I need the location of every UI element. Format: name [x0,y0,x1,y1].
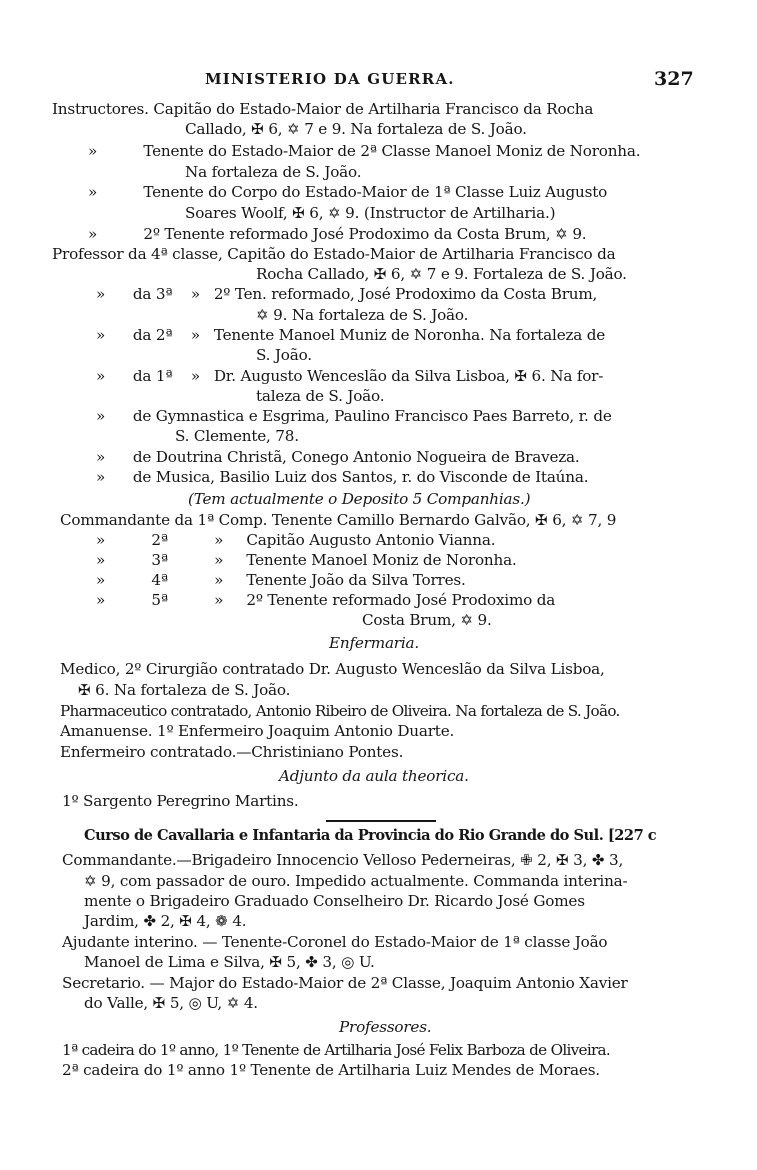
text-line: Costa Brum, ✡ 9. [362,611,492,629]
text-line: ✡ 9. Na fortaleza de S. João. [256,306,469,324]
text-line: Commandante da 1ª Comp. Tenente Camillo Bernardo Galvão, ✠ 6, ✡ 7, 9 [60,511,617,529]
text-line: Callado, ✠ 6, ✡ 7 e 9. Na fortaleza de S. João. [185,120,527,138]
text-line: ✠ 6. Na fortaleza de S. João. [78,681,291,699]
text-line: S. João. [256,346,312,364]
text-line: Pharmaceutico contratado, Antonio Ribeiro de Oliveira. Na fortaleza de S. João. [60,702,620,720]
text-line: do Valle, ✠ 5, ◎ U, ✡ 4. [84,994,258,1012]
text-line: » de Gymnastica e Esgrima, Paulino Francisco Paes Barreto, r. de [96,407,612,425]
text-line: Soares Woolf, ✠ 6, ✡ 9. (Instructor de Artilharia.) [185,204,556,222]
text-line: Ajudante interino. — Tenente-Coronel do Estado-Maior de 1ª classe João [62,933,608,951]
text-line: ✡ 9, com passador de ouro. Impedido actualmente. Commanda interina- [84,872,628,890]
text-line: Instructores. Capitão do Estado-Maior de Artilharia Francisco da Rocha [52,100,594,118]
text-line: Rocha Callado, ✠ 6, ✡ 7 e 9. Fortaleza de S. João. [256,265,627,283]
text-line: S. Clemente, 78. [175,427,299,445]
text-line: » Tenente do Corpo do Estado-Maior de 1ª Classe Luiz Augusto [88,183,608,201]
text-line: Commandante.—Brigadeiro Innocencio Velloso Pederneiras, ✙ 2, ✠ 3, ✤ 3, [62,851,624,869]
text-line: » de Musica, Basilio Luiz dos Santos, r. do Visconde de Itaúna. [96,468,589,486]
text-line: Secretario. — Major do Estado-Maior de 2ª Classe, Joaquim Antonio Xavier [62,974,628,992]
section-heading-professores: Professores. [339,1018,432,1036]
text-line: Amanuense. 1º Enfermeiro Joaquim Antonio Duarte. [60,722,455,740]
page-number: 327 [654,68,694,90]
text-line: » 3ª » Tenente Manoel Moniz de Noronha. [96,551,517,569]
section-heading-adjunto: Adjunto da aula theorica. [279,767,469,785]
text-line: 2ª cadeira do 1º anno 1º Tenente de Artilharia Luiz Mendes de Moraes. [62,1061,600,1079]
text-line: Jardim, ✤ 2, ✠ 4, ❁ 4. [84,912,247,930]
course-heading: Curso de Cavallaria e Infantaria da Provincia do Rio Grande do Sul. [227 c [84,827,657,844]
running-header-title: MINISTERIO DA GUERRA. [205,70,455,88]
text-line: Na fortaleza de S. João. [185,163,362,181]
text-line: Manoel de Lima e Silva, ✠ 5, ✤ 3, ◎ U. [84,953,375,971]
text-line: » da 3ª » 2º Ten. reformado, José Prodoximo da Costa Brum, [96,285,598,303]
text-line: 1ª cadeira do 1º anno, 1º Tenente de Artilharia José Felix Barboza de Oliveira. [62,1041,611,1059]
section-note: (Tem actualmente o Deposito 5 Companhias.) [188,490,531,508]
section-heading-enfermaria: Enfermaria. [329,634,419,652]
text-line: Professor da 4ª classe, Capitão do Estado-Maior de Artilharia Francisco da [52,245,616,263]
text-line: taleza de S. João. [256,387,385,405]
text-line: » de Doutrina Christã, Conego Antonio Nogueira de Braveza. [96,448,580,466]
section-divider [326,820,436,822]
text-line: Medico, 2º Cirurgião contratado Dr. Augusto Wenceslão da Silva Lisboa, [60,660,605,678]
text-line: Enfermeiro contratado.—Christiniano Pontes. [60,743,404,761]
text-line: » Tenente do Estado-Maior de 2ª Classe Manoel Moniz de Noronha. [88,142,641,160]
text-line: » 2ª » Capitão Augusto Antonio Vianna. [96,531,496,549]
text-line: 1º Sargento Peregrino Martins. [62,792,299,810]
text-line: » 2º Tenente reformado José Prodoximo da Costa Brum, ✡ 9. [88,225,587,243]
text-line: » 5ª » 2º Tenente reformado José Prodoximo da [96,591,556,609]
text-line: » 4ª » Tenente João da Silva Torres. [96,571,466,589]
text-line: » da 1ª » Dr. Augusto Wenceslão da Silva Lisboa, ✠ 6. Na for- [96,367,604,385]
text-line: » da 2ª » Tenente Manoel Muniz de Noronha. Na fortaleza de [96,326,606,344]
text-line: mente o Brigadeiro Graduado Conselheiro Dr. Ricardo José Gomes [84,892,585,910]
